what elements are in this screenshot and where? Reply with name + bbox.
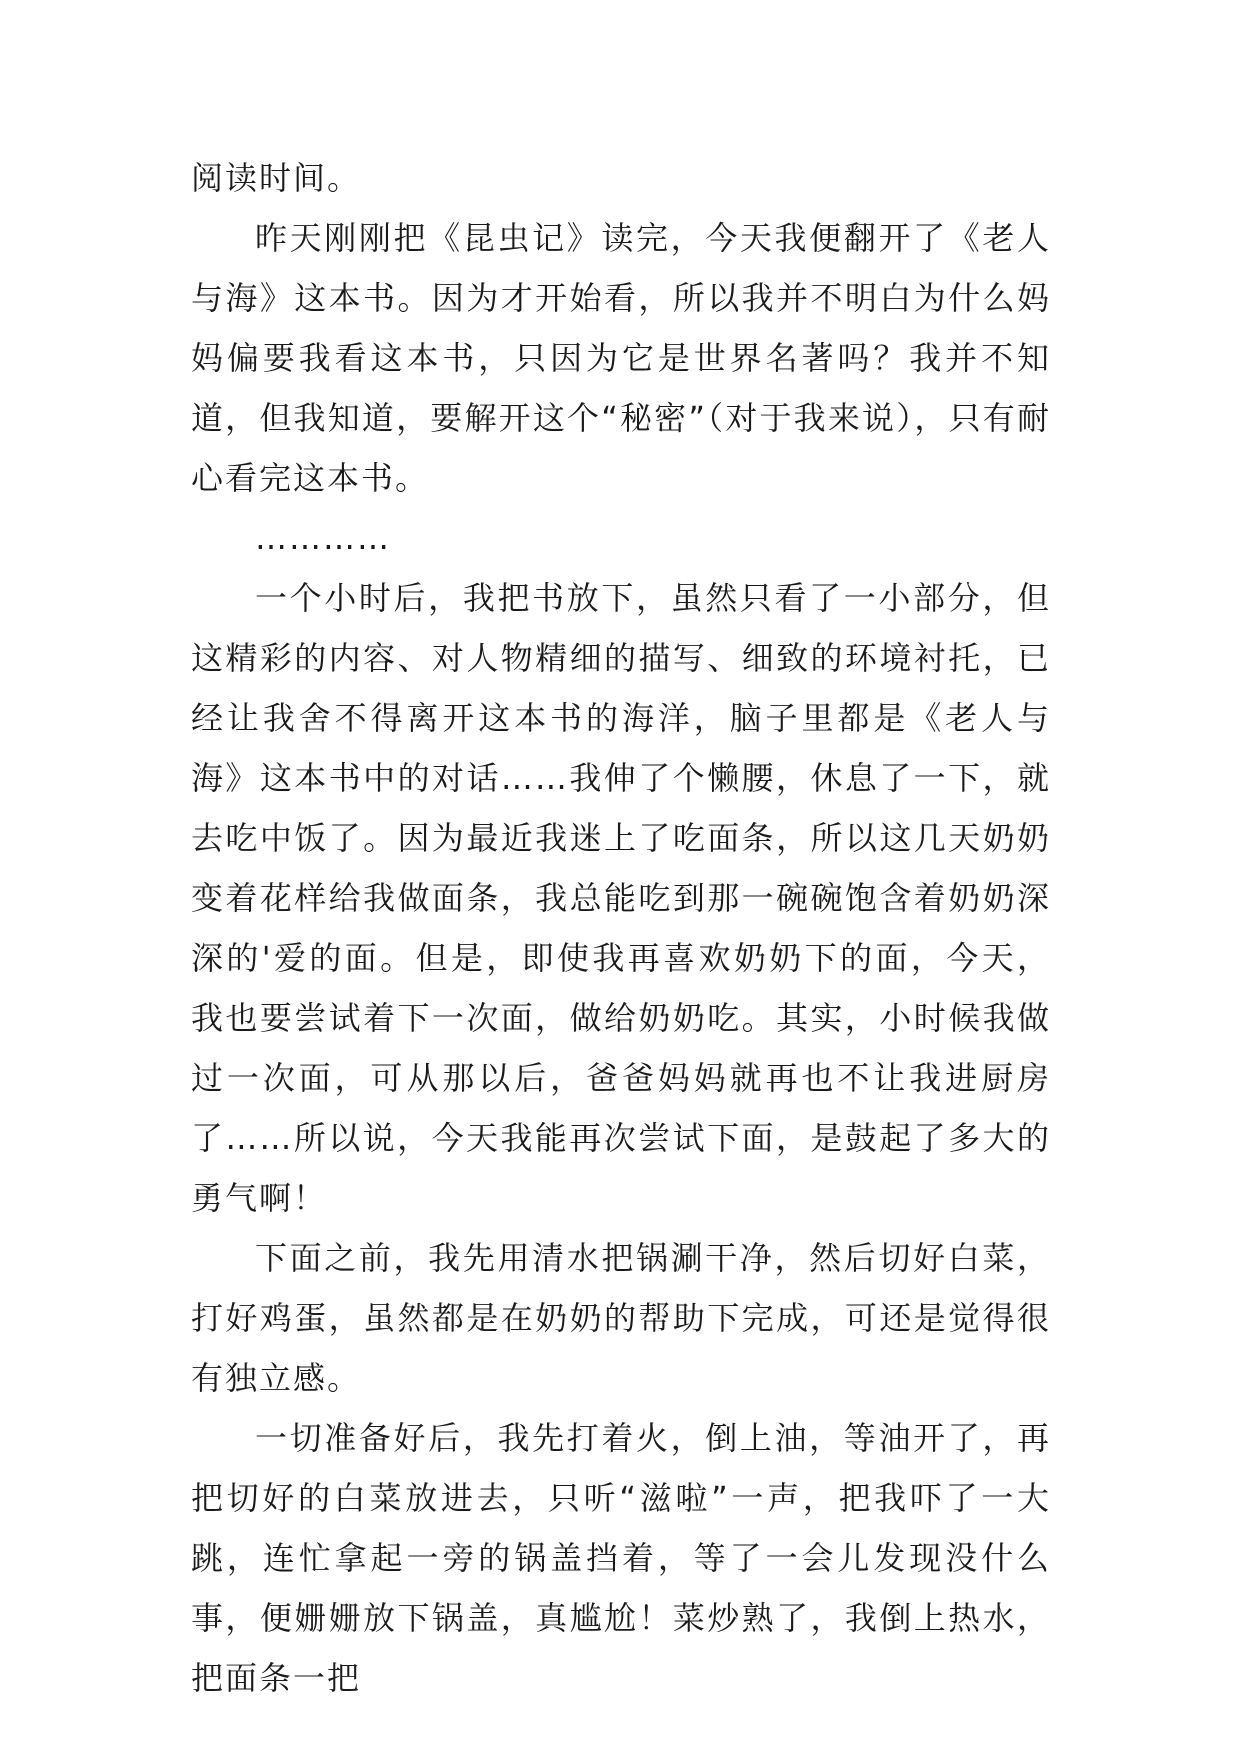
paragraph-preparation: 下面之前，我先用清水把锅涮干净，然后切好白菜，打好鸡蛋，虽然都是在奶奶的帮助下完成，可还是觉得很有独立感。 <box>191 1239 1051 1397</box>
paragraph-cooking: 一切准备好后，我先打着火，倒上油，等油开了，再把切好的白菜放进去，只听“滋啦”一声，把我吓了一大跳，连忙拿起一旁的锅盖挡着，等了一会儿发现没什么事，便姗姗放下锅盖，真尴尬！菜炒熟了，我倒上热水，把面条一把 <box>191 1419 1051 1697</box>
essay-body <box>191 148 1051 1708</box>
paragraph-ellipsis: ………… <box>255 519 391 557</box>
paragraph-continuation: 阅读时间。 <box>191 159 362 197</box>
paragraph-reading-book: 昨天刚刚把《昆虫记》读完，今天我便翻开了《老人与海》这本书。因为才开始看，所以我并不明白为什么妈妈偏要我看这本书，只因为它是世界名著吗？我并不知道，但我知道，要解开这个“秘密”（对于我来说），只有耐心看完这本书。 <box>191 219 1051 497</box>
paragraph-after-reading: 一个小时后，我把书放下，虽然只看了一小部分，但这精彩的内容、对人物精细的描写、细致的环境衬托，已经让我舍不得离开这本书的海洋，脑子里都是《老人与海》这本书中的对话……我伸了个懒腰，休息了一下，就去吃中饭了。因为最近我迷上了吃面条，所以这几天奶奶变着花样给我做面条，我总能吃到那一碗碗饱含着奶奶深深的'爱的面。但是，即使我再喜欢奶奶下的面，今天，我也要尝试着下一次面，做给奶奶吃。其实，小时候我做过一次面，可从那以后，爸爸妈妈就再也不让我进厨房了……所以说，今天我能再次尝试下面，是鼓起了多大的勇气啊！ <box>191 579 1051 1217</box>
